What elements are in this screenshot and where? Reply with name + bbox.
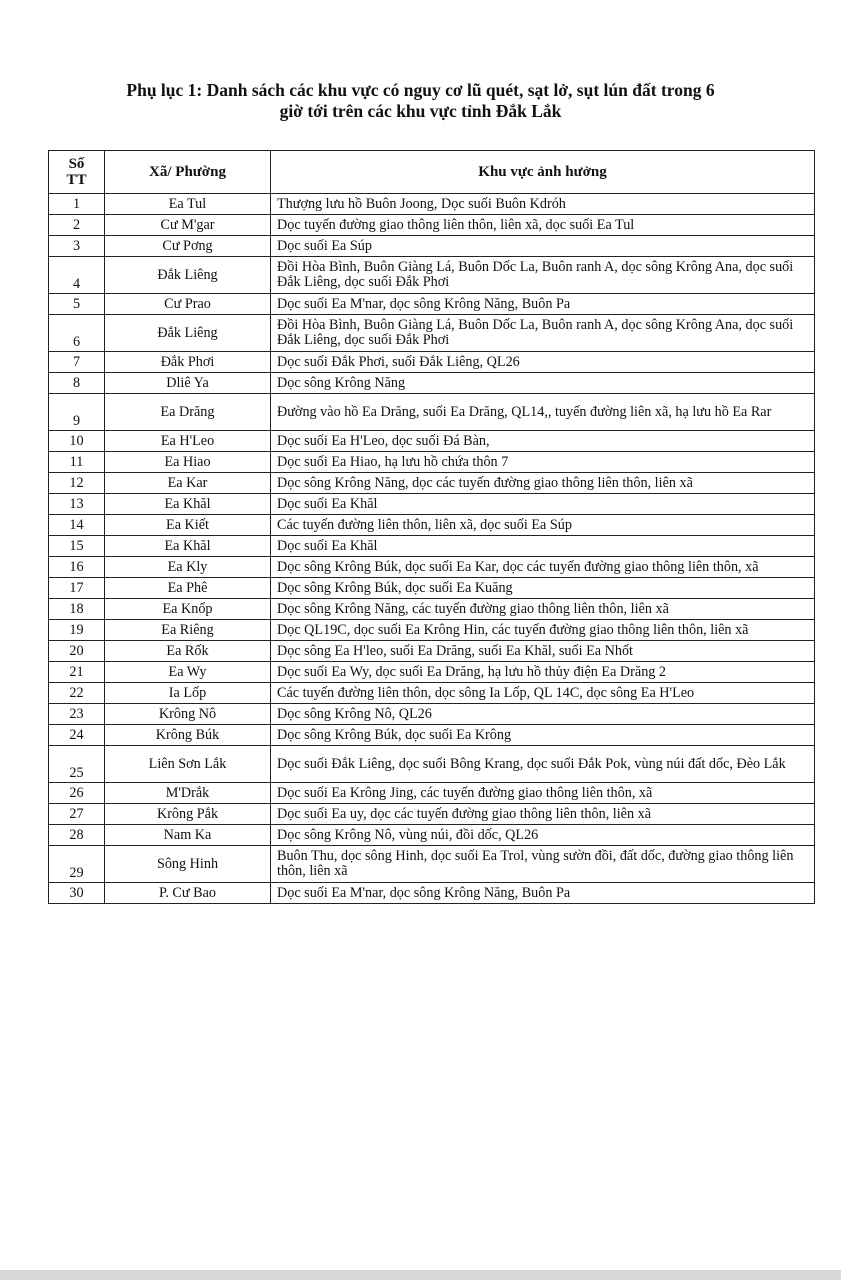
row-area: Dọc suối Ea Krông Jing, các tuyến đường giao thông liên thôn, xã [271,783,815,804]
row-ward: Đắk Liêng [105,257,271,294]
table-row [49,620,815,641]
table-row [49,683,815,704]
header-area: Khu vực ảnh hưởng [271,151,815,194]
row-ward: M'Drắk [105,783,271,804]
page-title [60,80,781,122]
row-ward: Ea Riêng [105,620,271,641]
row-area: Dọc suối Ea Wy, dọc suối Ea Drăng, hạ lưu hồ thủy điện Ea Drăng 2 [271,662,815,683]
row-ward: Cư Prao [105,294,271,315]
row-area: Buôn Thu, dọc sông Hinh, dọc suối Ea Trol, vùng sườn đồi, đất dốc, đường giao thông liên thôn, liên xã [271,846,815,883]
row-area: Dọc QL19C, dọc suối Ea Krông Hin, các tuyến đường giao thông liên thôn, liên xã [271,620,815,641]
table-row [49,536,815,557]
row-area: Dọc suối Ea M'nar, dọc sông Krông Năng, Buôn Pa [271,294,815,315]
table-row [49,452,815,473]
row-number: 7 [49,352,105,373]
table-header-row [49,151,815,194]
row-number: 5 [49,294,105,315]
table-body [49,194,815,904]
table-row [49,825,815,846]
table-row [49,783,815,804]
table-row [49,373,815,394]
row-ward: Ea Kiết [105,515,271,536]
row-number: 26 [49,783,105,804]
table-row [49,494,815,515]
row-number: 17 [49,578,105,599]
row-area: Đồi Hòa Bình, Buôn Giàng Lá, Buôn Dốc La, Buôn ranh A, dọc sông Krông Ana, dọc suối Đắk Liêng, dọc suối Đắk Phơi [271,315,815,352]
table-row [49,294,815,315]
row-ward: Nam Ka [105,825,271,846]
row-ward: Ea Rốk [105,641,271,662]
row-number: 16 [49,557,105,578]
risk-area-table [48,150,815,904]
row-ward: Krông Pắk [105,804,271,825]
row-area: Dọc suối Đắk Phơi, suối Đắk Liêng, QL26 [271,352,815,373]
table-row [49,557,815,578]
row-number: 6 [49,315,105,352]
row-ward: Đắk Liêng [105,315,271,352]
row-area: Dọc sông Krông Năng, các tuyến đường giao thông liên thôn, liên xã [271,599,815,620]
row-area: Dọc suối Ea H'Leo, dọc suối Đá Bàn, [271,431,815,452]
row-ward: Đắk Phơi [105,352,271,373]
table-row [49,352,815,373]
table-row [49,804,815,825]
table-row [49,662,815,683]
title-line-2: giờ tới trên các khu vực tỉnh Đắk Lắk [279,101,562,121]
row-number: 1 [49,194,105,215]
row-area: Dọc suối Đắk Liêng, dọc suối Bông Krang, dọc suối Đắk Pok, vùng núi đất dốc, Đèo Lắk [271,746,815,783]
table-row [49,394,815,431]
row-number: 25 [49,746,105,783]
row-area: Dọc suối Ea M'nar, dọc sông Krông Năng, Buôn Pa [271,883,815,904]
row-area: Các tuyến đường liên thôn, dọc sông Ia Lốp, QL 14C, dọc sông Ea H'Leo [271,683,815,704]
row-ward: Cư M'gar [105,215,271,236]
row-area: Dọc suối Ea Hiao, hạ lưu hồ chứa thôn 7 [271,452,815,473]
table-row [49,431,815,452]
row-number: 28 [49,825,105,846]
row-number: 22 [49,683,105,704]
table-row [49,599,815,620]
row-area: Dọc sông Krông Năng [271,373,815,394]
row-ward: Ea Kly [105,557,271,578]
row-ward: Dliê Ya [105,373,271,394]
row-ward: P. Cư Bao [105,883,271,904]
row-ward: Krông Nô [105,704,271,725]
row-number: 23 [49,704,105,725]
table-row [49,215,815,236]
row-area: Dọc sông Krông Búk, dọc suối Ea Kuăng [271,578,815,599]
row-area: Dọc sông Krông Búk, dọc suối Ea Kar, dọc các tuyến đường giao thông liên thôn, xã [271,557,815,578]
row-area: Dọc tuyến đường giao thông liên thôn, liên xã, dọc suối Ea Tul [271,215,815,236]
header-ward: Xã/ Phường [105,151,271,194]
table-row [49,746,815,783]
row-ward: Ea Knốp [105,599,271,620]
row-number: 9 [49,394,105,431]
row-number: 2 [49,215,105,236]
row-ward: Ea Tul [105,194,271,215]
row-ward: Ea H'Leo [105,431,271,452]
row-number: 24 [49,725,105,746]
row-number: 13 [49,494,105,515]
row-ward: Ea Hiao [105,452,271,473]
row-number: 30 [49,883,105,904]
row-area: Dọc sông Krông Nô, vùng núi, đồi dốc, QL26 [271,825,815,846]
row-number: 12 [49,473,105,494]
row-area: Dọc suối Ea uy, dọc các tuyến đường giao thông liên thôn, liên xã [271,804,815,825]
table-row [49,578,815,599]
row-number: 10 [49,431,105,452]
row-area: Dọc sông Krông Năng, dọc các tuyến đường giao thông liên thôn, liên xã [271,473,815,494]
row-ward: Ia Lốp [105,683,271,704]
row-ward: Ea Khăl [105,536,271,557]
row-area: Dọc suối Ea Khăl [271,536,815,557]
table-row [49,315,815,352]
table-row [49,236,815,257]
table-row [49,725,815,746]
table-row [49,257,815,294]
row-area: Thượng lưu hồ Buôn Joong, Dọc suối Buôn Kdróh [271,194,815,215]
row-ward: Ea Kar [105,473,271,494]
row-number: 29 [49,846,105,883]
row-number: 14 [49,515,105,536]
row-number: 21 [49,662,105,683]
row-area: Dọc sông Krông Búk, dọc suối Ea Krông [271,725,815,746]
row-area: Dọc sông Ea H'leo, suối Ea Drăng, suối Ea Khăl, suối Ea Nhốt [271,641,815,662]
row-area: Dọc suối Ea Khăl [271,494,815,515]
row-ward: Ea Drăng [105,394,271,431]
row-ward: Ea Phê [105,578,271,599]
row-number: 3 [49,236,105,257]
row-ward: Ea Khăl [105,494,271,515]
row-number: 20 [49,641,105,662]
row-area: Đường vào hồ Ea Drăng, suối Ea Drăng, QL14,, tuyến đường liên xã, hạ lưu hồ Ea Rar [271,394,815,431]
table-row [49,846,815,883]
row-number: 11 [49,452,105,473]
row-ward: Krông Búk [105,725,271,746]
table-row [49,194,815,215]
table-row [49,515,815,536]
row-area: Dọc sông Krông Nô, QL26 [271,704,815,725]
row-ward: Liên Sơn Lắk [105,746,271,783]
table-row [49,473,815,494]
row-ward: Sông Hinh [105,846,271,883]
row-area: Các tuyến đường liên thôn, liên xã, dọc suối Ea Súp [271,515,815,536]
row-area: Đồi Hòa Bình, Buôn Giàng Lá, Buôn Dốc La, Buôn ranh A, dọc sông Krông Ana, dọc suối Đắk Liêng, dọc suối Đắk Phơi [271,257,815,294]
header-no: Số TT [49,151,105,194]
row-ward: Cư Pơng [105,236,271,257]
title-line-1: Phụ lục 1: Danh sách các khu vực có nguy cơ lũ quét, sạt lở, sụt lún đất trong 6 [126,80,715,100]
row-number: 8 [49,373,105,394]
row-number: 18 [49,599,105,620]
row-number: 19 [49,620,105,641]
row-number: 27 [49,804,105,825]
table-row [49,704,815,725]
row-ward: Ea Wy [105,662,271,683]
screen-bottom-bar [0,1270,841,1280]
row-number: 4 [49,257,105,294]
row-number: 15 [49,536,105,557]
row-area: Dọc suối Ea Súp [271,236,815,257]
table-row [49,883,815,904]
table-row [49,641,815,662]
